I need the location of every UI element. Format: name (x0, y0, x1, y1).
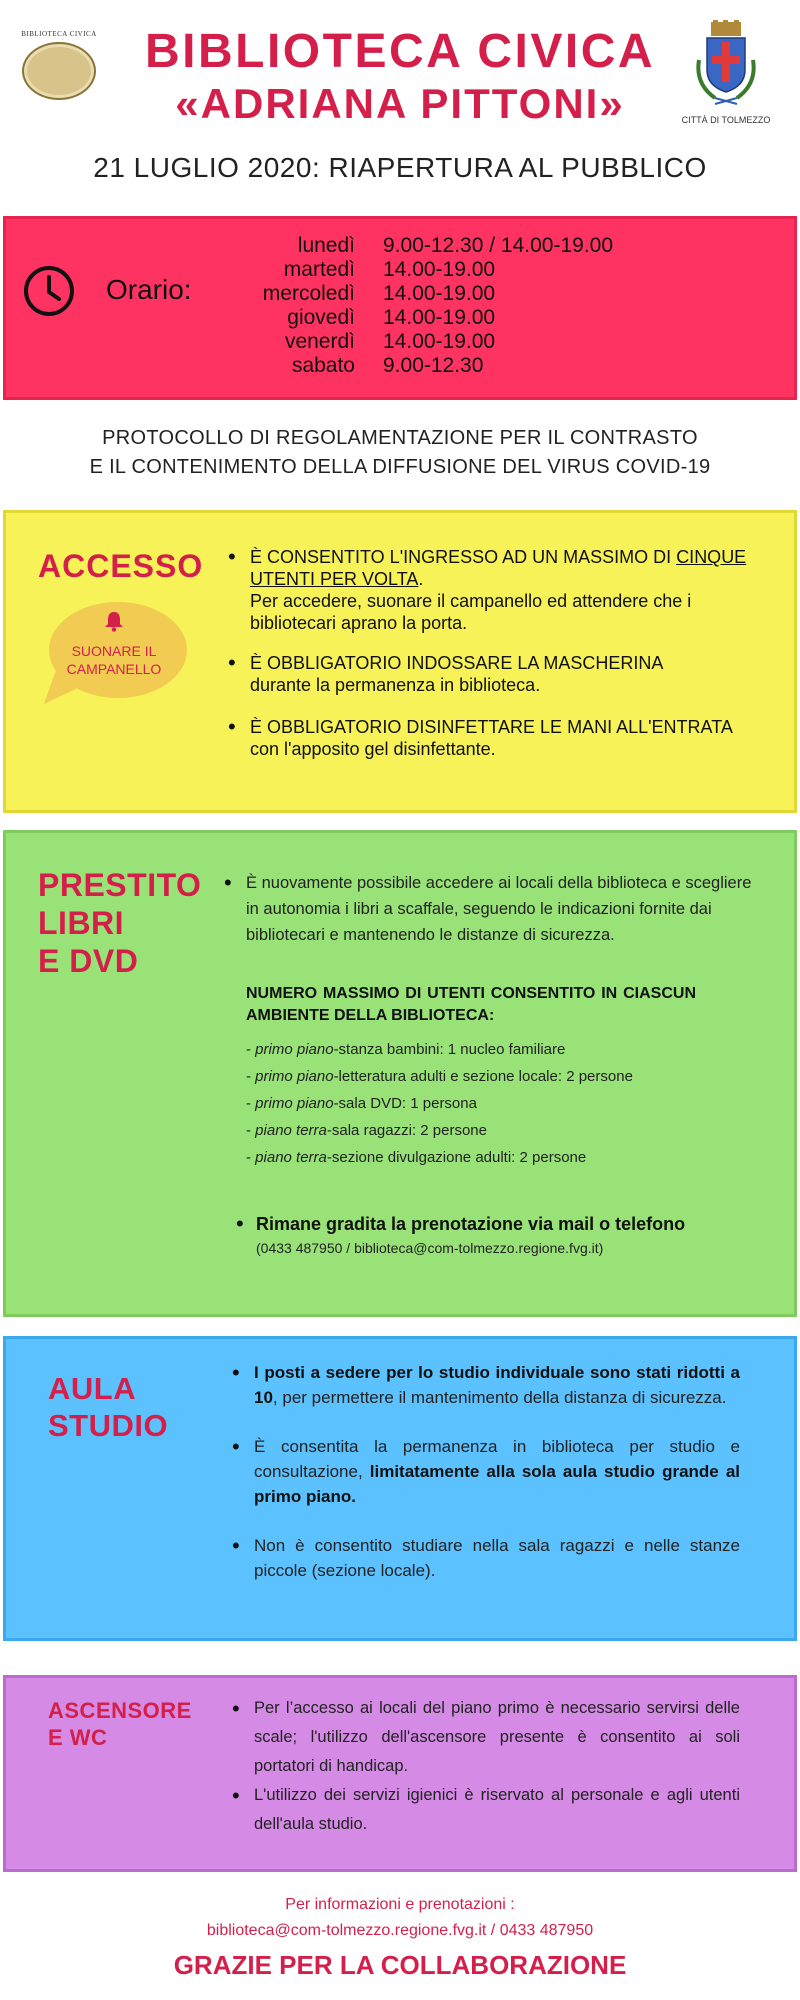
aula-title-line: AULA (48, 1371, 137, 1406)
list-item: • È nuovamente possibile accedere ai locali della biblioteca e scegliere in autonomia i libri a scaffale, seguendo le indicazioni fornite dai bibliotecari e mantenendo le distanze di sicurezza. (246, 870, 766, 948)
rule-text: È consentita la permanenza in biblioteca per studio e consultazione, (254, 1437, 740, 1481)
prestito-list (246, 870, 766, 948)
list-item: • L'utilizzo dei servizi igienici è riservato al personale e agli utenti dell'aula studio. (254, 1781, 740, 1839)
protocol-line: E IL CONTENIMENTO DELLA DIFFUSIONE DEL VIRUS COVID-19 (89, 456, 711, 478)
floor-name: piano terra (255, 1149, 327, 1166)
prestito-title-line: LIBRI (38, 905, 125, 941)
list-item (254, 1434, 740, 1509)
bullet-icon: • (236, 1211, 244, 1236)
schedule-hours-value: 14.00-19.00 (383, 330, 496, 353)
prestito-title-line: PRESTITO (38, 867, 202, 903)
list-item: • Per l’accesso ai locali del piano primo è necessario servirsi delle scale; l'utilizzo dell'ascensore presente è consentito ai soli portatori di handicap. (254, 1694, 740, 1781)
rule-text: . (418, 569, 424, 589)
schedule-hours-value: 9.00-12.30 (383, 354, 484, 377)
floor-name: primo piano (255, 1095, 334, 1112)
thanks-banner: GRAZIE PER LA COLLABORAZIONE (173, 1950, 627, 1980)
list-item (250, 652, 760, 696)
schedule-day: giovedì (287, 306, 355, 329)
list-item (250, 716, 760, 760)
bell-icon (103, 610, 125, 632)
room-capacity: -sezione divulgazione adulti: 2 persone (326, 1149, 587, 1166)
list-item: • Non è consentito studiare nella sala ragazzi e nelle stanze piccole (sezione locale). (254, 1533, 740, 1583)
floor-name: piano terra (255, 1122, 327, 1139)
room-capacity-item: - piano terra-sezione divulgazione adulti: 2 persone (246, 1149, 587, 1166)
bubble-line: CAMPANELLO (66, 661, 162, 677)
bubble-line: SUONARE IL (71, 643, 157, 659)
ascensore-title (48, 1697, 192, 1751)
schedule-hours-value: 14.00-19.00 (383, 258, 496, 281)
aula-studio-list (254, 1360, 740, 1607)
rule-detail: , per permettere il mantenimento della distanza di sicurezza. (272, 1388, 727, 1407)
floor-name: primo piano (255, 1041, 334, 1058)
schedule-hours-value: 9.00-12.30 / 14.00-19.00 (383, 234, 614, 257)
room-capacity-item: - primo piano-stanza bambini: 1 nucleo familiare (246, 1041, 566, 1058)
rule-text: È CONSENTITO L'INGRESSO AD UN MASSIMO DI (250, 547, 677, 567)
orario-label: Orario: (106, 274, 192, 305)
accesso-title: ACCESSO (38, 548, 204, 584)
schedule-hours-value: 14.00-19.00 (383, 306, 496, 329)
town-name: CITTÀ DI TOLMEZZO (681, 115, 771, 125)
room-capacity-list (246, 1036, 766, 1171)
max-users-heading: NUMERO MASSIMO DI UTENTI CONSENTITO IN CIASCUN AMBIENTE DELLA BIBLIOTECA: (246, 985, 696, 1024)
schedule-day: sabato (291, 354, 355, 377)
library-logo-text: BIBLIOTECA CIVICA (21, 30, 97, 38)
clock-icon (23, 265, 75, 317)
booking-contacts: (0433 487950 / biblioteca@com-tolmezzo.regione.fvg.it) (256, 1240, 604, 1256)
floor-name: primo piano (255, 1068, 334, 1085)
schedule-day: venerdì (284, 330, 355, 353)
max-users-text: CINQUE UTENTI PER VOLTA (250, 547, 747, 589)
room-capacity: -stanza bambini: 1 nucleo familiare (333, 1041, 566, 1058)
ascensore-list (254, 1694, 740, 1839)
rule-detail: Per accedere, suonare il campanello ed attendere che i bibliotecari aprano la porta. (250, 591, 692, 633)
rule-detail: con l'apposito gel disinfettante. (250, 739, 496, 759)
bell-instruction (50, 642, 178, 678)
schedule-day: martedì (283, 258, 355, 281)
room-capacity-item: - piano terra-sala ragazzi: 2 persone (246, 1122, 487, 1139)
page-title-name: «ADRIANA PITTONI» (175, 80, 625, 127)
rule-text: È OBBLIGATORIO INDOSSARE LA MASCHERINA (250, 653, 664, 673)
coat-of-arms-icon (693, 20, 759, 108)
schedule-day: lunedì (297, 234, 355, 257)
town-crest-logo (670, 20, 782, 125)
aula-studio-title (48, 1370, 168, 1444)
info-label: Per informazioni e prenotazioni : (285, 1896, 515, 1913)
schedule-days (225, 234, 355, 378)
room-capacity-item: - primo piano-sala DVD: 1 persona (246, 1095, 477, 1112)
prestito-title (38, 866, 201, 980)
rule-text: I posti a sedere per lo studio individuale sono stati ridotti a 10 (254, 1363, 740, 1407)
list-item (250, 546, 760, 634)
rule-detail: limitatamente alla sola aula studio grande al primo piano. (254, 1462, 741, 1506)
schedule-day: mercoledì (262, 282, 355, 305)
reopening-subtitle: 21 LUGLIO 2020: RIAPERTURA AL PUBBLICO (93, 152, 707, 183)
room-capacity: -sala DVD: 1 persona (333, 1095, 477, 1112)
room-capacity: -letteratura adulti e sezione locale: 2 persone (333, 1068, 633, 1085)
accesso-list (250, 546, 760, 780)
schedule-hours (383, 234, 613, 378)
rule-detail: durante la permanenza in biblioteca. (250, 675, 541, 695)
protocol-line: PROTOCOLLO DI REGOLAMENTAZIONE PER IL CONTRASTO (102, 427, 698, 449)
booking-note: Rimane gradita la prenotazione via mail o telefono (256, 1214, 686, 1234)
aula-title-line: STUDIO (48, 1408, 169, 1443)
ascensore-title-line: ASCENSORE (48, 1698, 192, 1723)
room-capacity-item: - primo piano-letteratura adulti e sezione locale: 2 persone (246, 1068, 633, 1085)
page-title: BIBLIOTECA CIVICA (144, 25, 656, 78)
ascensore-title-line: E WC (48, 1725, 108, 1750)
contact-info: biblioteca@com-tolmezzo.regione.fvg.it / 0433 487950 (206, 1922, 594, 1939)
room-capacity: -sala ragazzi: 2 persone (326, 1122, 487, 1139)
schedule-hours-value: 14.00-19.00 (383, 282, 496, 305)
prestito-title-line: E DVD (38, 943, 139, 979)
protocol-heading (0, 424, 800, 482)
list-item (254, 1360, 740, 1410)
rule-text: È OBBLIGATORIO DISINFETTARE LE MANI ALL'ENTRATA (250, 717, 732, 737)
